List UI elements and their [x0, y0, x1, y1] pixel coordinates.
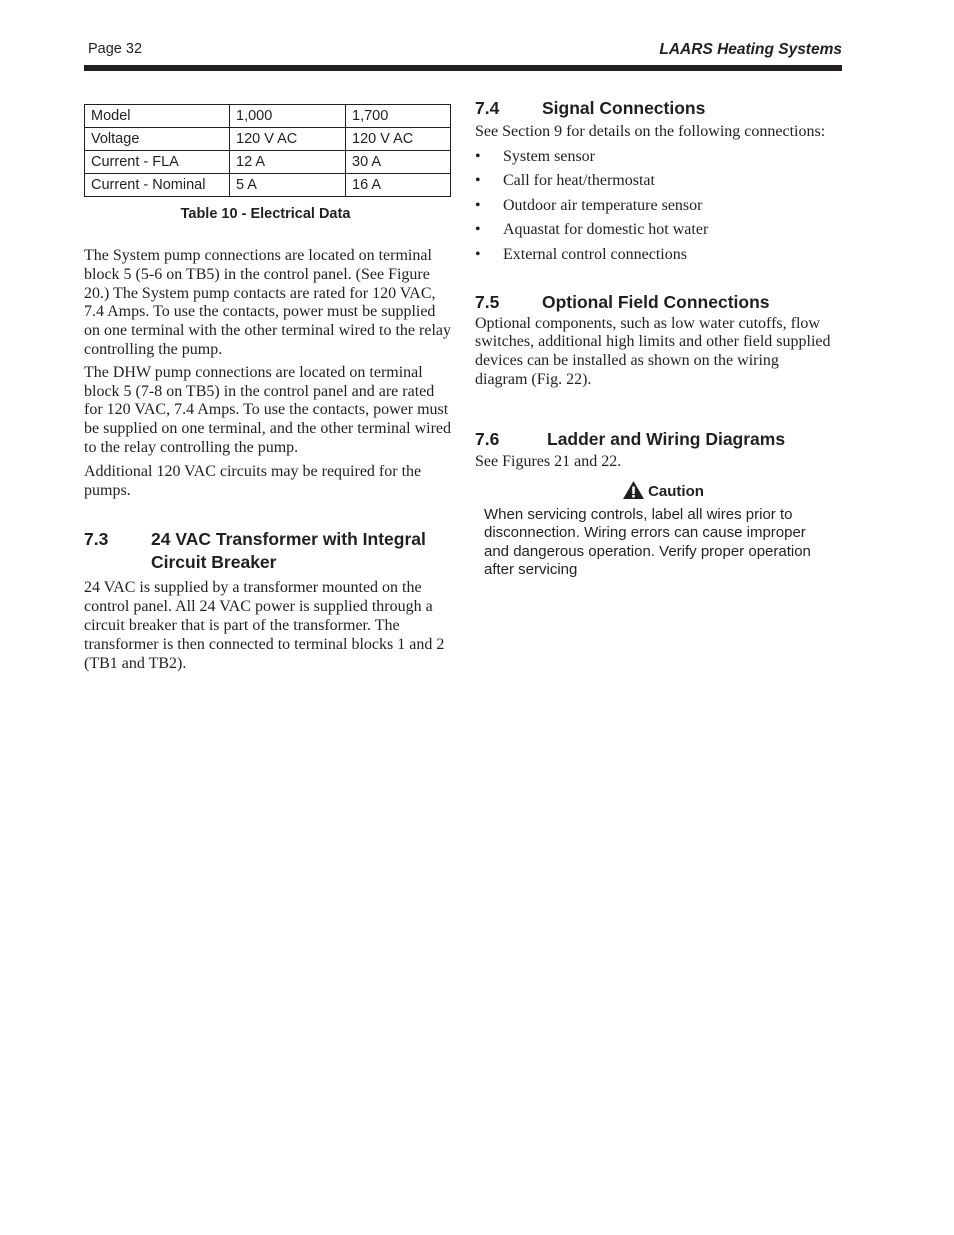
table-cell: Current - FLA: [85, 151, 230, 174]
system-pump-paragraph: The System pump connections are located on terminal block 5 (5-6 on TB5) in the control panel. (See Figure 20.) The System pump contacts are rated for 120 VAC, 7.4 Amps. To use the contacts, power must be supplied on one terminal with the other terminal wired to the relay controlling the pump.: [84, 247, 451, 358]
caution-label: Caution: [648, 483, 704, 501]
warning-triangle-icon: [622, 480, 645, 504]
section-number: 7.4: [475, 98, 500, 118]
section-7-5-heading: [475, 291, 835, 314]
table-cell: 120 V AC: [230, 128, 346, 151]
section-number: 7.6: [475, 428, 500, 449]
right-column: [475, 97, 835, 580]
section-7-5-body: Optional components, such as low water cutoffs, flow switches, additional high limits and other field supplied devices can be installed as shown on the wiring diagram (Fig. 22).: [475, 314, 831, 388]
section-title: Optional Field Connections: [542, 291, 770, 312]
header-rule: [84, 65, 842, 71]
list-item: • System sensor: [475, 147, 595, 165]
table-row: [85, 105, 451, 128]
table-cell: 30 A: [346, 151, 451, 174]
bullet: •: [475, 147, 481, 165]
bullet: •: [475, 245, 481, 263]
section-7-6-heading: [475, 428, 835, 451]
section-number: 7.5: [475, 291, 500, 312]
bullet: •: [475, 221, 481, 239]
left-column: [84, 104, 451, 673]
brand-name: LAARS Heating Systems: [659, 41, 842, 58]
table-cell: Voltage: [85, 128, 230, 151]
table-cell: 12 A: [230, 151, 346, 174]
additional-circuits-paragraph: Additional 120 VAC circuits may be required for the pumps.: [84, 462, 422, 499]
list-item: • Call for heat/thermostat: [475, 172, 655, 190]
section-7-4-body: See Section 9 for details on the following connections:: [475, 123, 826, 140]
section-7-6-body: See Figures 21 and 22.: [475, 452, 622, 470]
list-item: • Outdoor air temperature sensor: [475, 196, 703, 214]
bullet: •: [475, 172, 481, 190]
list-item: • Aquastat for domestic hot water: [475, 221, 709, 239]
table-caption: Table 10 - Electrical Data: [180, 206, 351, 222]
table-cell: Current - Nominal: [85, 174, 230, 197]
table-cell: 1,700: [346, 105, 451, 128]
caution-heading: [491, 480, 835, 504]
dhw-pump-paragraph: The DHW pump connections are located on terminal block 5 (7-8 on TB5) in the control panel and are rated for 120 VAC, 7.4 Amps. To use the contacts, power must be supplied on one terminal, and the other terminal wired to the relay controlling the pump.: [84, 363, 451, 456]
table-row: [85, 174, 451, 197]
section-title: Ladder and Wiring Diagrams: [547, 428, 786, 449]
table-cell: 120 V AC: [346, 128, 451, 151]
electrical-data-table: [84, 104, 451, 197]
table-cell: 5 A: [230, 174, 346, 197]
bullet: •: [475, 196, 481, 214]
section-7-4-heading: [475, 97, 835, 120]
section-number: 7.3: [84, 529, 109, 550]
section-title: Signal Connections: [542, 98, 706, 118]
connections-list: [475, 148, 835, 265]
page-number: Page 32: [88, 41, 143, 57]
table-cell: Model: [85, 105, 230, 128]
section-7-3-heading: [84, 528, 451, 574]
table-row: [85, 128, 451, 151]
table-cell: 16 A: [346, 174, 451, 197]
table-cell: 1,000: [230, 105, 346, 128]
section-7-3-body: 24 VAC is supplied by a transformer mounted on the control panel. All 24 VAC power is supplied through a circuit breaker that is part of the transformer. The transformer is then connected to terminal blocks 1 and 2 (TB1 and TB2).: [84, 579, 445, 672]
section-title: 24 VAC Transformer with Integral Circuit Breaker: [151, 529, 426, 573]
caution-text: When servicing controls, label all wires prior to disconnection. Wiring errors can cause improper and dangerous operation. Verify proper operation after servicing: [484, 505, 811, 579]
list-item: • External control connections: [475, 245, 687, 263]
table-row: [85, 151, 451, 174]
